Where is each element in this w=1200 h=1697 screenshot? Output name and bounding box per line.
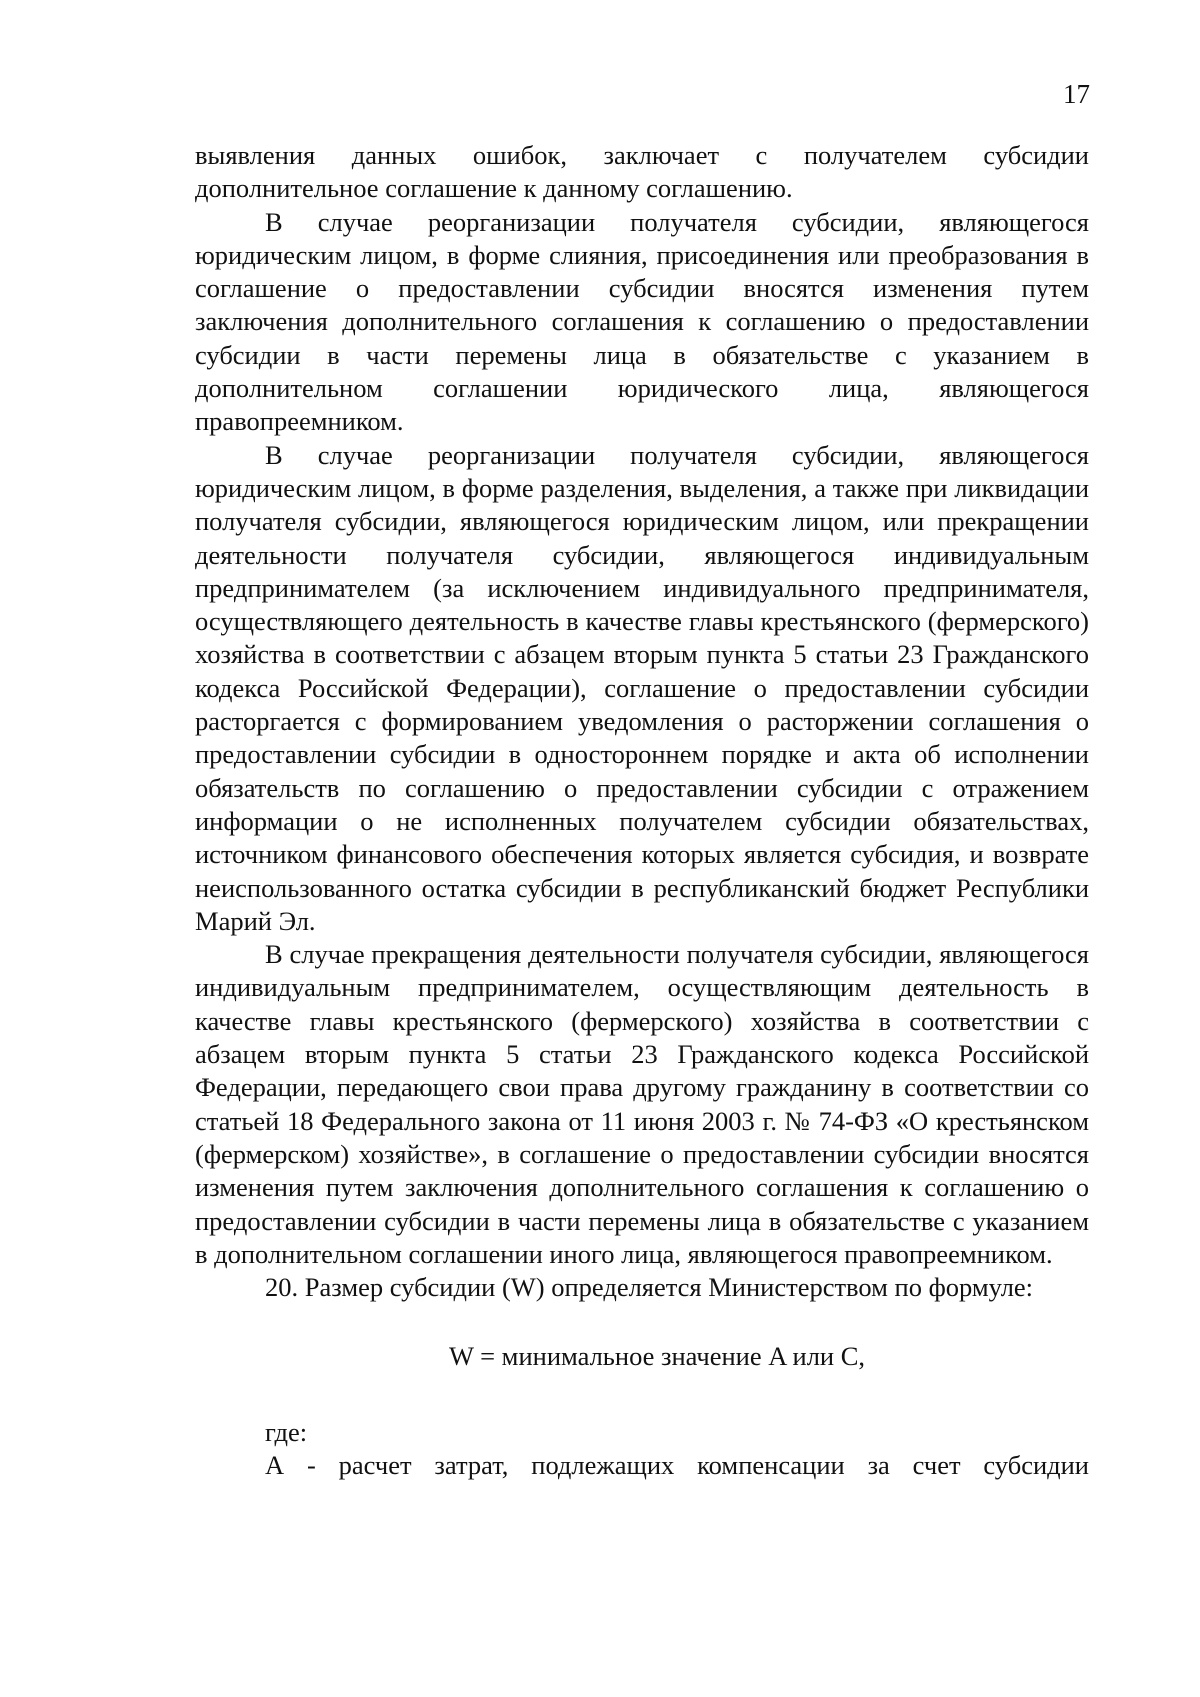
definition-a: А - расчет затрат, подлежащих компенсации за счет субсидии bbox=[265, 1449, 1089, 1480]
subsidy-formula: W = минимальное значение A или C, bbox=[448, 1341, 866, 1372]
paragraph-farm-termination: В случае прекращения деятельности получателя субсидии, являющегося индивидуальным предпринимателем, осуществляющим деятельность в качестве главы крестьянского (фермерского) хозяйства в соответствии с абзацем вторым пункта 5 статьи 23 Гражданского кодекса Российской Федерации, передающего свои права другому гражданину в соответствии со статьей 18 Федерального закона от 11 июня 2003 г. № 74-ФЗ «О крестьянском (фермерском) хозяйстве», в соглашение о предоставлении субсидии вносятся изменения путем заключения дополнительного соглашения к соглашению о предоставлении субсидии в части перемены лица в обязательстве с указанием в дополнительном соглашении иного лица, являющегося правопреемником. bbox=[195, 939, 1089, 1269]
paragraph-reorganization-division: В случае реорганизации получателя субсидии, являющегося юридическим лицом, в форме разделения, выделения, а также при ликвидации получателя субсидии, являющегося юридическим лицом, или прекращении деятельности получателя субсидии, являющегося индивидуальным предпринимателем (за исключением индивидуального предпринимателя, осуществляющего деятельность в качестве главы крестьянского (фермерского) хозяйства в соответствии с абзацем вторым пункта 5 статьи 23 Гражданского кодекса Российской Федерации), соглашение о предоставлении субсидии расторгается с формированием уведомления о расторжении соглашения о предоставлении субсидии в одностороннем порядке и акта об исполнении обязательств по соглашению о предоставлении субсидии с отражением информации о не исполненных получателем субсидии обязательствах, источником финансового обеспечения которых является субсидия, и возврате неиспользованного остатка субсидии в республиканский бюджет Республики Марий Эл. bbox=[195, 439, 1089, 936]
where-label: где: bbox=[265, 1416, 308, 1447]
paragraph-reorganization-merger: В случае реорганизации получателя субсидии, являющегося юридическим лицом, в форме слияния, присоединения или преобразования в соглашение о предоставлении субсидии вносятся изменения путем заключения дополнительного соглашения к соглашению о предоставлении субсидии в части перемены лица в обязательстве с указанием в дополнительном соглашении юридического лица, являющегося правопреемником. bbox=[195, 206, 1089, 437]
paragraph-item-20: 20. Размер субсидии (W) определяется Министерством по формуле: bbox=[265, 1272, 1034, 1303]
page-number: 17 bbox=[1063, 79, 1090, 109]
paragraph-continuation: выявления данных ошибок, заключает с получателем субсидии дополнительное соглашение к данному соглашению. bbox=[195, 140, 1089, 204]
document-body bbox=[195, 139, 1089, 1482]
